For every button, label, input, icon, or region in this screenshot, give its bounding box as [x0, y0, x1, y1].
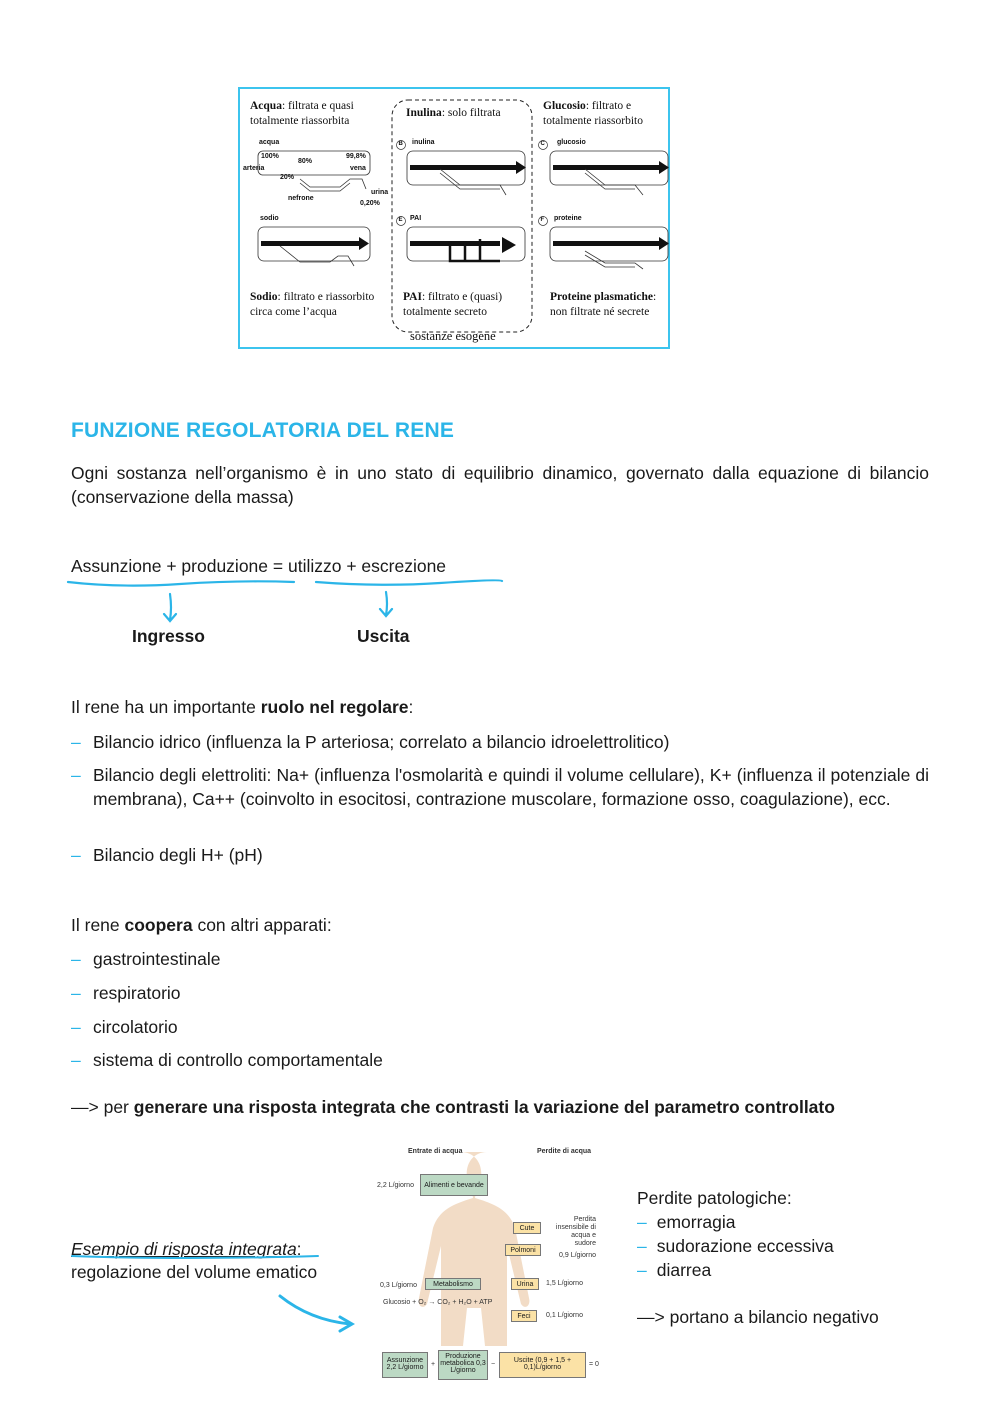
risposta-pre: —> per: [71, 1097, 134, 1117]
feci-box: Feci: [511, 1310, 537, 1322]
risposta-integrata-line: [71, 1095, 835, 1119]
proteine-caption-bold: Proteine plasmatiche: [550, 291, 653, 303]
list-item: – respiratorio: [71, 981, 929, 1005]
plus-sign: +: [431, 1361, 436, 1368]
urina-rate: 1,5 L/giorno: [546, 1280, 583, 1287]
list-item: – Bilancio idrico (influenza la P arteriosa; correlato a bilancio idroelettrolitico): [71, 730, 929, 754]
renal-handling-figure: [238, 87, 670, 349]
intro-paragraph: Ogni sostanza nell’organismo è in uno stato di equilibrio dinamico, governato dalla equazione di bilancio (conservazione della massa): [71, 463, 929, 507]
equation-left: Assunzione + produzione: [71, 556, 269, 576]
list-item: – gastrointestinale: [71, 947, 929, 971]
perdite-item-2: sudorazione eccessiva: [656, 1236, 834, 1256]
perdite-conclusion: —> portano a bilancio negativo: [637, 1307, 879, 1327]
sodio-caption: : filtrato e riassorbito circa come l’acqua: [250, 291, 375, 318]
label-arteria: arteria: [243, 165, 265, 172]
regolare-bullet-2: Bilancio degli elettroliti: Na+ (influenza l'osmolarità e quindi il volume cellulare), K+ (influenza il potenziale di membrana), Ca++ (coinvolto in esocitosi, contrazione muscolare, formazione osso, coagulazione), ecc.: [93, 765, 929, 809]
equation-equals: =: [268, 556, 288, 576]
label-100: 100%: [261, 153, 279, 160]
intake-rate: 2,2 L/giorno: [377, 1182, 414, 1189]
list-item: – circolatorio: [71, 1015, 929, 1039]
coopera-bullet-1: gastrointestinale: [93, 949, 221, 969]
list-item: – sistema di controllo comportamentale: [71, 1048, 929, 1072]
inulina-caption-bold: Inulina: [406, 107, 442, 119]
metabolismo-box: Metabolismo: [425, 1278, 481, 1290]
coopera-bullet-3: circolatorio: [93, 1017, 178, 1037]
glucosio-caption-bold: Glucosio: [543, 100, 586, 112]
label-c: C: [540, 141, 545, 147]
label-glucosio: glucosio: [557, 139, 586, 146]
esogene-caption: sostanze esogene: [410, 329, 496, 343]
label-e: E: [398, 217, 403, 223]
feci-rate: 0,1 L/giorno: [546, 1312, 583, 1319]
uscita-label: Uscita: [357, 626, 410, 646]
label-vena: vena: [350, 165, 366, 172]
list-item: – diarrea: [637, 1260, 712, 1280]
regolare-bold: ruolo nel regolare: [260, 697, 409, 717]
cute-box: Cute: [513, 1222, 541, 1234]
perdita-insensibile: Perdita insensibile di acqua e sudore: [555, 1216, 596, 1247]
acqua-caption: : filtrata e quasi totalmente riassorbita: [250, 100, 354, 127]
list-item: – emorragia: [637, 1212, 736, 1232]
minus-sign: −: [491, 1361, 496, 1368]
uscite-box: Uscite (0,9 + 1,5 + 0,1)L/giorno: [499, 1352, 586, 1378]
regolare-intro: [71, 695, 413, 719]
water-balance-figure: [370, 1140, 605, 1395]
list-item: – Bilancio degli elettroliti: Na+ (influenza l'osmolarità e quindi il volume cellulare), K+ (influenza il potenziale di membrana), Ca++ (coinvolto in esocitosi, contrazione muscolare, formazione osso, coagulazione), ecc.: [71, 765, 929, 809]
label-020: 0,20%: [360, 200, 380, 207]
perdite-heading: Perdite di acqua: [537, 1148, 592, 1155]
label-80: 80%: [298, 158, 313, 165]
risposta-bold: generare una risposta integrata che contrasti la variazione del parametro controllato: [133, 1097, 835, 1117]
label-proteine: proteine: [554, 215, 582, 222]
label-998: 99,8%: [346, 153, 366, 160]
handwritten-underlines: [60, 574, 520, 630]
regolare-bullet-1: Bilancio idrico (influenza la P arteriosa; correlato a bilancio idroelettrolitico): [93, 732, 670, 752]
coopera-post: con altri apparati:: [192, 915, 332, 935]
handwritten-annotations: [60, 1238, 370, 1348]
equals-zero: = 0: [589, 1361, 599, 1368]
esempio-title: Esempio di risposta integrata: [71, 1239, 297, 1259]
regolare-bullet-3: Bilancio degli H+ (pH): [93, 845, 263, 865]
ingresso-label: Ingresso: [132, 626, 205, 646]
perdite-item-3: diarrea: [656, 1260, 712, 1280]
label-20: 20%: [280, 174, 295, 181]
glucose-equation: Glucosio + O₂ → CO₂ + H₂O + ATP: [383, 1299, 493, 1306]
urina-box: Urina: [511, 1278, 539, 1290]
label-acqua: acqua: [259, 139, 280, 146]
produzione-box: Produzione metabolica 0,3 L/giorno: [438, 1350, 488, 1380]
section-title: FUNZIONE REGOLATORIA DEL RENE: [71, 419, 455, 442]
coopera-pre: Il rene: [71, 915, 125, 935]
esempio-colon: :: [296, 1239, 302, 1259]
coopera-bold: coopera: [124, 915, 193, 935]
proteine-caption: : non filtrate né secrete: [550, 291, 657, 318]
polmoni-box: Polmoni: [505, 1244, 541, 1256]
perdite-item-1: emorragia: [656, 1212, 736, 1232]
coopera-bullet-2: respiratorio: [93, 983, 181, 1003]
list-item: – sudorazione eccessiva: [637, 1236, 834, 1256]
alimenti-box: Alimenti e bevande: [420, 1174, 488, 1196]
coopera-intro: [71, 913, 332, 937]
list-item: – Bilancio degli H+ (pH): [71, 843, 929, 867]
label-nefrone: nefrone: [288, 195, 314, 202]
equation-right: utilizzo + escrezione: [287, 556, 447, 576]
coopera-bullet-4: sistema di controllo comportamentale: [93, 1050, 383, 1070]
entrate-heading: Entrate di acqua: [408, 1148, 463, 1155]
regolare-post: :: [408, 697, 414, 717]
label-sodio: sodio: [260, 215, 279, 222]
inulina-caption: : solo filtrata: [441, 107, 501, 119]
perdite-patologiche: [637, 1186, 879, 1329]
label-f: F: [540, 217, 545, 223]
esempio-subtitle: regolazione del volume ematico: [71, 1262, 318, 1282]
pai-caption: : filtrato e (quasi) totalmente secreto: [403, 291, 503, 318]
label-pai: PAI: [410, 215, 422, 222]
perdite-title: Perdite patologiche:: [637, 1188, 792, 1208]
pai-caption-bold: PAI: [403, 291, 422, 303]
glucosio-caption: : filtrato e totalmente riassorbito: [543, 100, 643, 127]
metabolic-rate: 0,3 L/giorno: [380, 1282, 417, 1289]
assunzione-box: Assunzione 2,2 L/giorno: [382, 1352, 428, 1378]
label-urina: urina: [371, 189, 389, 196]
label-inulina: inulina: [412, 139, 435, 146]
label-b: B: [398, 141, 403, 147]
sodio-caption-bold: Sodio: [250, 291, 278, 303]
perdita-rate: 0,9 L/giorno: [559, 1252, 596, 1259]
regolare-pre: Il rene ha un importante: [71, 697, 261, 717]
acqua-caption-bold: Acqua: [250, 100, 282, 112]
